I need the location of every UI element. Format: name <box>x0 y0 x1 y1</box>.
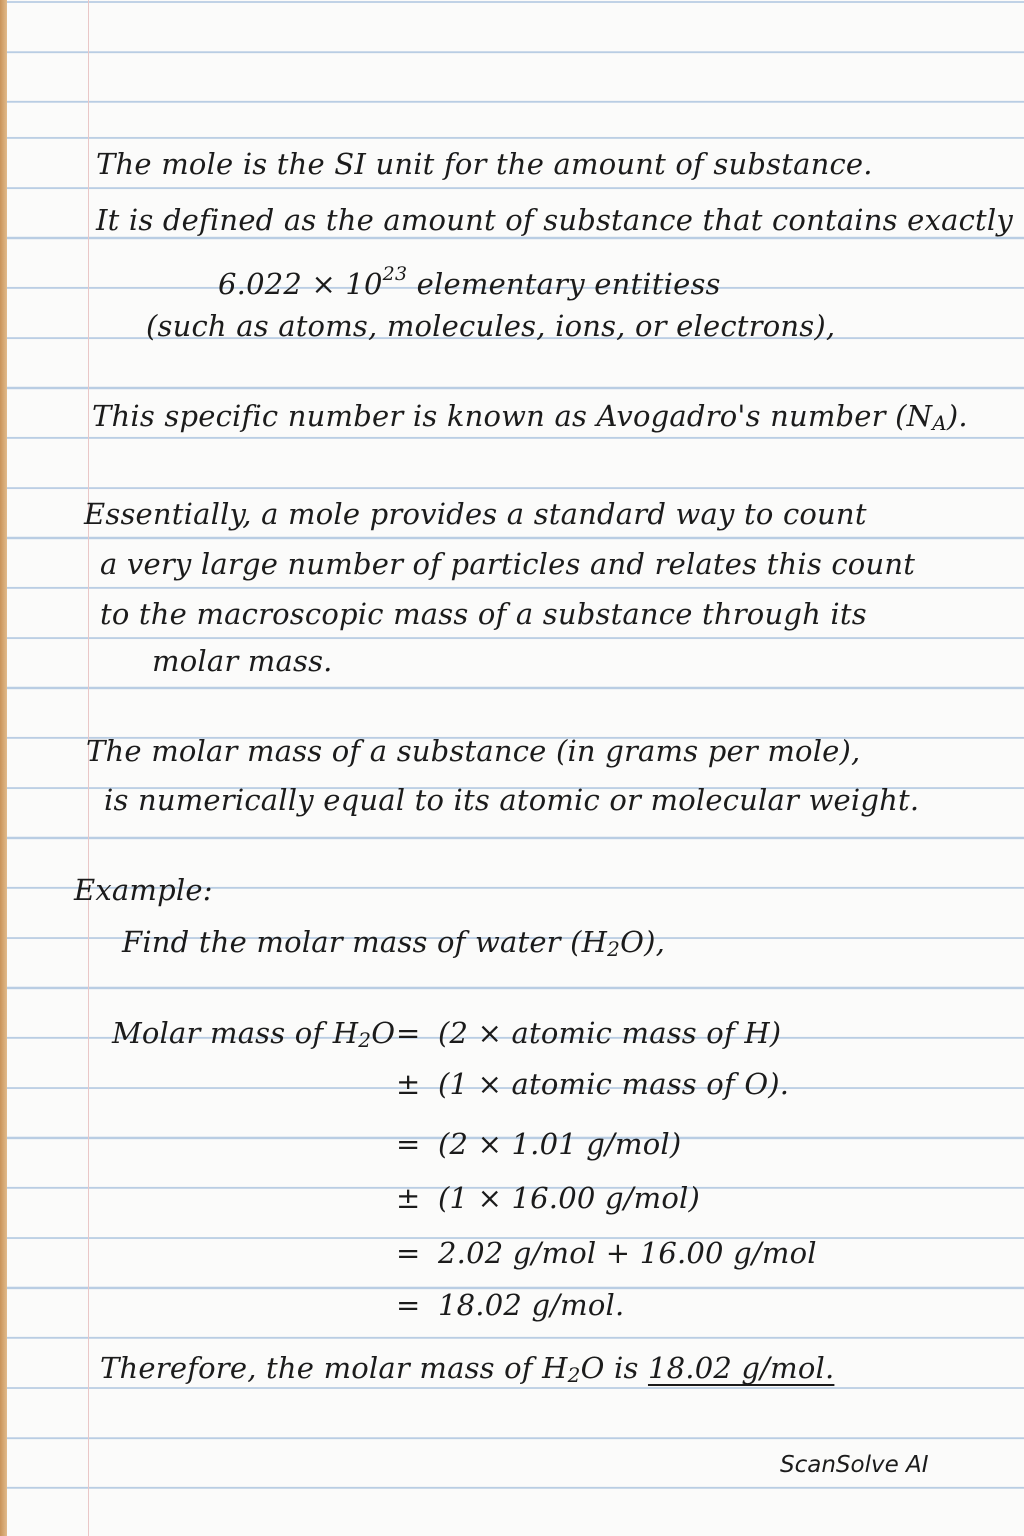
equation-step-sign: = <box>396 1236 421 1270</box>
equation-step-text: (2 × atomic mass of H) <box>438 1016 782 1050</box>
definition-line-1: The mole is the SI unit for the amount of substance. <box>96 147 873 181</box>
avogadro-close: ). <box>946 399 968 433</box>
example-prompt-text: Find the molar mass of water (H <box>122 925 608 959</box>
paper-edge <box>0 0 7 1536</box>
essentially-line-3: to the macroscopic mass of a substance through its <box>100 597 867 631</box>
definition-line-2: It is defined as the amount of substance that contains exactly <box>96 203 1013 237</box>
example-prompt-subscript: 2 <box>607 937 621 961</box>
equation-lhs <box>112 1015 395 1058</box>
equation-step-sign: ± <box>396 1181 421 1215</box>
essentially-line-1: Essentially, a mole provides a standard way to count <box>84 497 867 531</box>
equation-step-sign: = <box>396 1016 421 1050</box>
conclusion-text: Therefore, the molar mass of H <box>100 1351 568 1385</box>
equation-step-text: 18.02 g/mol. <box>438 1288 625 1322</box>
avogadro-subscript: A <box>932 411 947 435</box>
equation-step-sign: = <box>396 1288 421 1322</box>
equation-step-sign: ± <box>396 1067 421 1101</box>
essentially-line-2: a very large number of particles and relates this count <box>100 547 916 581</box>
avogadro-number-line <box>92 398 968 441</box>
conclusion-line <box>100 1350 834 1393</box>
avogadro-exponent: 23 <box>382 263 408 285</box>
equation-lhs-subscript: 2 <box>358 1028 372 1052</box>
equation-lhs-text: Molar mass of H <box>112 1016 359 1050</box>
conclusion-middle: O is <box>580 1351 648 1385</box>
avogadro-value-line <box>218 256 721 302</box>
conclusion-answer: 18.02 g/mol. <box>647 1351 835 1385</box>
entities-text: elementary entitiess <box>407 267 721 301</box>
molar-mass-line-1: The molar mass of a substance (in grams per mole), <box>86 734 861 768</box>
molar-mass-line-2: is numerically equal to its atomic or molecular weight. <box>104 783 920 817</box>
example-prompt <box>122 924 665 967</box>
equation-step-text: 2.02 g/mol + 16.00 g/mol <box>438 1236 817 1270</box>
equation-step-text: (2 × 1.01 g/mol) <box>438 1127 682 1161</box>
equation-step-text: (1 × 16.00 g/mol) <box>438 1181 701 1215</box>
definition-line-4: (such as atoms, molecules, ions, or electrons), <box>146 309 836 343</box>
conclusion-subscript: 2 <box>567 1363 581 1387</box>
equation-step-text: (1 × atomic mass of O). <box>438 1067 790 1101</box>
equation-lhs-suffix: O <box>371 1016 396 1050</box>
essentially-line-4: molar mass. <box>152 644 333 678</box>
example-prompt-suffix: O), <box>620 925 666 959</box>
watermark: ScanSolve AI <box>780 1452 929 1478</box>
equation-step-sign: = <box>396 1127 421 1161</box>
example-heading: Example: <box>74 873 213 907</box>
avogadro-value: 6.022 × 10 <box>218 267 383 301</box>
avogadro-text: This specific number is known as Avogadro's number (N <box>92 399 933 433</box>
